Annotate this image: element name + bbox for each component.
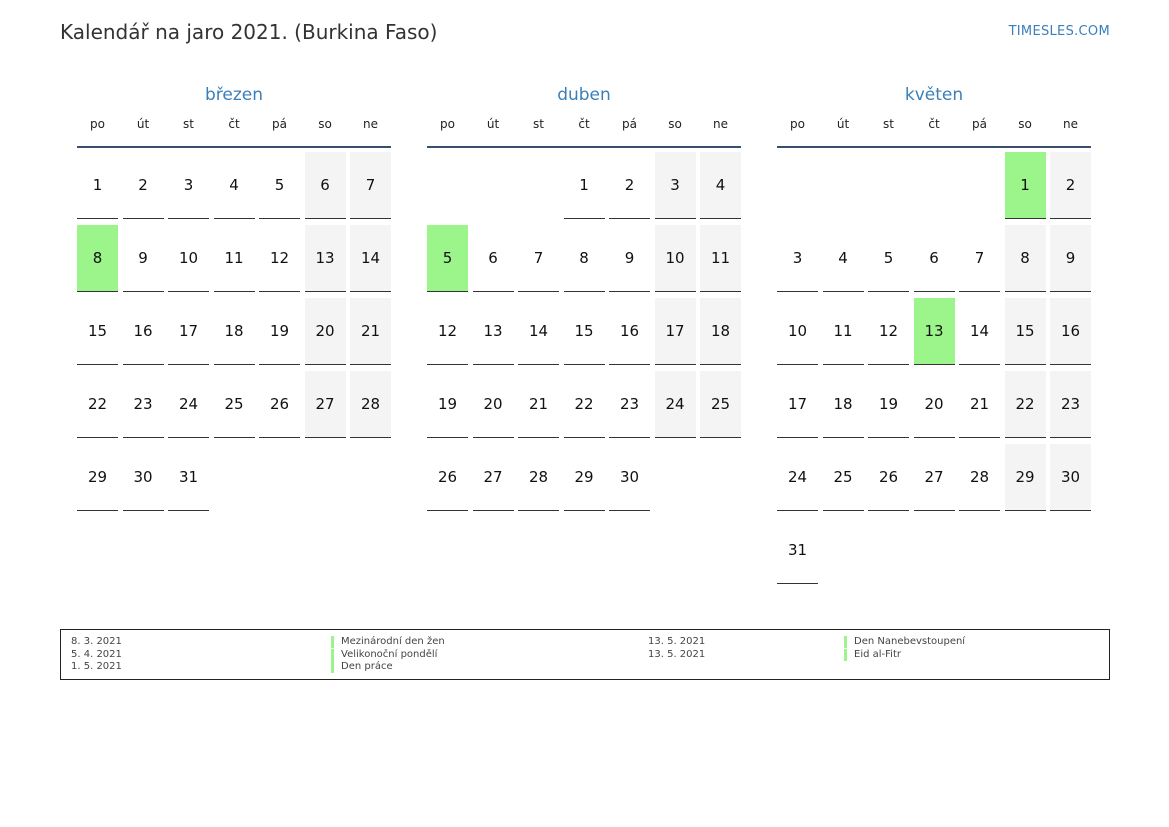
day-cell: 29 [1005, 444, 1046, 511]
day-cell: 24 [655, 371, 696, 438]
day-cell: 20 [473, 371, 514, 438]
day-cell: 31 [168, 444, 209, 511]
weekday-label: ne [363, 117, 378, 131]
day-cell: 6 [473, 225, 514, 292]
day-cell: 1 [77, 152, 118, 219]
day-cell: 18 [214, 298, 255, 365]
day-cell: 24 [168, 371, 209, 438]
day-cell: 2 [1050, 152, 1091, 219]
day-cell: 4 [823, 225, 864, 292]
day-cell: 11 [700, 225, 741, 292]
weekday-label: čt [228, 117, 240, 131]
day-cell: 28 [959, 444, 1000, 511]
holiday-name: Eid al-Fitr [844, 649, 901, 661]
day-cell: 19 [259, 298, 300, 365]
day-cell: 9 [1050, 225, 1091, 292]
day-cell: 16 [123, 298, 164, 365]
day-cell: 30 [609, 444, 650, 511]
day-cell: 28 [518, 444, 559, 511]
day-cell: 29 [77, 444, 118, 511]
day-cell: 26 [259, 371, 300, 438]
weekday-header [77, 116, 391, 148]
day-cell: 7 [350, 152, 391, 219]
holiday-name: Den práce [331, 661, 393, 673]
day-cell: 27 [473, 444, 514, 511]
day-cell: 8 [564, 225, 605, 292]
day-cell: 20 [914, 371, 955, 438]
day-cell: 30 [1050, 444, 1091, 511]
day-cell: 2 [123, 152, 164, 219]
month-duben [427, 84, 741, 486]
day-cell: 7 [959, 225, 1000, 292]
day-cell: 31 [777, 517, 818, 584]
day-cell: 22 [1005, 371, 1046, 438]
day-cell: 16 [1050, 298, 1091, 365]
brand-link[interactable]: TIMESLES.COM [1008, 24, 1110, 39]
day-cell: 22 [77, 371, 118, 438]
weekday-label: pá [622, 117, 637, 131]
day-cell: 4 [214, 152, 255, 219]
day-cell: 14 [350, 225, 391, 292]
month-name: duben [557, 85, 611, 105]
day-cell: 25 [823, 444, 864, 511]
day-cell: 14 [959, 298, 1000, 365]
weekday-label: út [136, 117, 150, 131]
holiday-name: Velikonoční pondělí [331, 649, 437, 661]
day-cell: 9 [609, 225, 650, 292]
day-cell: 11 [214, 225, 255, 292]
day-cell: 21 [350, 298, 391, 365]
holiday-name: Den Nanebevstoupení [844, 636, 965, 648]
day-cell: 5 [868, 225, 909, 292]
day-cell: 10 [777, 298, 818, 365]
day-cell: 19 [427, 371, 468, 438]
day-cell: 3 [655, 152, 696, 219]
day-cell: 23 [123, 371, 164, 438]
day-cell: 15 [77, 298, 118, 365]
weekday-header [777, 116, 1091, 148]
day-cell: 12 [427, 298, 468, 365]
holiday-day-cell: 5 [427, 225, 468, 292]
day-cell: 6 [305, 152, 346, 219]
day-cell: 10 [168, 225, 209, 292]
weekday-label: so [668, 117, 682, 131]
day-cell: 17 [168, 298, 209, 365]
day-cell: 17 [655, 298, 696, 365]
day-cell: 21 [518, 371, 559, 438]
day-cell: 12 [259, 225, 300, 292]
weekday-label: út [486, 117, 500, 131]
day-cell: 23 [609, 371, 650, 438]
day-cell: 3 [168, 152, 209, 219]
weekday-label: pá [972, 117, 987, 131]
day-cell: 3 [777, 225, 818, 292]
holiday-day-cell: 1 [1005, 152, 1046, 219]
day-cell: 16 [609, 298, 650, 365]
weekday-label: pá [272, 117, 287, 131]
weekday-label: čt [578, 117, 590, 131]
day-cell: 7 [518, 225, 559, 292]
day-cell: 18 [823, 371, 864, 438]
day-cell: 10 [655, 225, 696, 292]
month-květen [777, 84, 1091, 559]
weekday-label: ne [713, 117, 728, 131]
day-cell: 12 [868, 298, 909, 365]
day-cell: 11 [823, 298, 864, 365]
holiday-legend [60, 629, 1110, 680]
holiday-name: Mezinárodní den žen [331, 636, 445, 648]
month-name: květen [904, 85, 964, 105]
weekday-label: st [183, 117, 194, 131]
day-cell: 28 [350, 371, 391, 438]
day-cell: 24 [777, 444, 818, 511]
day-cell: 15 [1005, 298, 1046, 365]
day-cell: 18 [700, 298, 741, 365]
holiday-date: 1. 5. 2021 [71, 661, 122, 672]
holiday-date: 13. 5. 2021 [648, 636, 706, 647]
weekday-label: st [883, 117, 894, 131]
day-cell: 29 [564, 444, 605, 511]
day-cell: 13 [305, 225, 346, 292]
day-cell: 8 [1005, 225, 1046, 292]
weekday-label: út [836, 117, 850, 131]
day-cell: 15 [564, 298, 605, 365]
day-cell: 2 [609, 152, 650, 219]
day-cell: 27 [305, 371, 346, 438]
day-cell: 21 [959, 371, 1000, 438]
day-cell: 9 [123, 225, 164, 292]
day-cell: 6 [914, 225, 955, 292]
month-name: březen [204, 85, 264, 105]
day-cell: 26 [868, 444, 909, 511]
day-cell: 25 [214, 371, 255, 438]
day-cell: 26 [427, 444, 468, 511]
day-cell: 25 [700, 371, 741, 438]
day-cell: 5 [259, 152, 300, 219]
holiday-date: 8. 3. 2021 [71, 636, 122, 647]
holiday-date: 13. 5. 2021 [648, 648, 706, 660]
day-cell: 17 [777, 371, 818, 438]
month-březen [77, 84, 391, 486]
day-cell: 13 [473, 298, 514, 365]
day-cell: 4 [700, 152, 741, 219]
day-cell: 22 [564, 371, 605, 438]
holiday-date: 5. 4. 2021 [71, 648, 122, 660]
holiday-day-cell: 13 [914, 298, 955, 365]
day-cell: 23 [1050, 371, 1091, 438]
weekday-label: po [440, 117, 455, 131]
day-cell: 19 [868, 371, 909, 438]
holiday-day-cell: 8 [77, 225, 118, 292]
weekday-label: so [1018, 117, 1032, 131]
weekday-header [427, 116, 741, 148]
weekday-label: po [90, 117, 105, 131]
weekday-label: st [533, 117, 544, 131]
weekday-label: po [790, 117, 805, 131]
day-cell: 1 [564, 152, 605, 219]
day-cell: 27 [914, 444, 955, 511]
page-title: Kalendář na jaro 2021. (Burkina Faso) [60, 20, 438, 44]
weekday-label: so [318, 117, 332, 131]
weekday-label: čt [928, 117, 940, 131]
weekday-label: ne [1063, 117, 1078, 131]
day-cell: 30 [123, 444, 164, 511]
day-cell: 14 [518, 298, 559, 365]
day-cell: 20 [305, 298, 346, 365]
